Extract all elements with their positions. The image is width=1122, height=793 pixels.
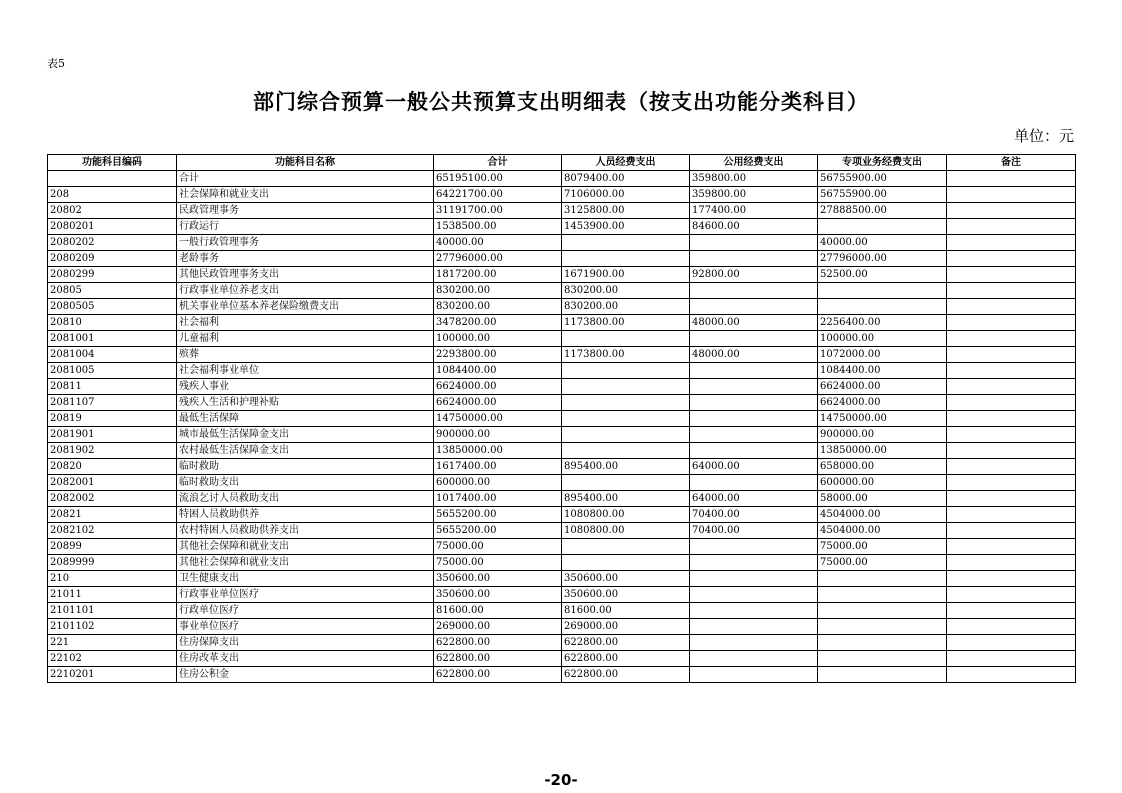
cell-name: 老龄事务 bbox=[177, 251, 434, 267]
cell-public bbox=[690, 427, 818, 443]
cell-public: 359800.00 bbox=[690, 171, 818, 187]
cell-special bbox=[818, 587, 947, 603]
table-row bbox=[48, 587, 1076, 603]
cell-public: 48000.00 bbox=[690, 347, 818, 363]
table-row bbox=[48, 331, 1076, 347]
cell-personnel: 1173800.00 bbox=[562, 347, 690, 363]
cell-name: 事业单位医疗 bbox=[177, 619, 434, 635]
cell-name: 社会福利事业单位 bbox=[177, 363, 434, 379]
cell-special bbox=[818, 635, 947, 651]
table-row bbox=[48, 267, 1076, 283]
cell-note bbox=[947, 651, 1076, 667]
cell-special: 900000.00 bbox=[818, 427, 947, 443]
cell-personnel: 1080800.00 bbox=[562, 523, 690, 539]
cell-public bbox=[690, 379, 818, 395]
cell-name: 住房公积金 bbox=[177, 667, 434, 683]
table-body bbox=[48, 171, 1076, 683]
cell-code: 2080505 bbox=[48, 299, 177, 315]
table-row bbox=[48, 603, 1076, 619]
cell-total: 27796000.00 bbox=[434, 251, 562, 267]
cell-note bbox=[947, 331, 1076, 347]
cell-public bbox=[690, 235, 818, 251]
cell-total: 3478200.00 bbox=[434, 315, 562, 331]
table-row bbox=[48, 363, 1076, 379]
cell-name: 行政单位医疗 bbox=[177, 603, 434, 619]
cell-name: 临时救助支出 bbox=[177, 475, 434, 491]
cell-name: 行政事业单位医疗 bbox=[177, 587, 434, 603]
cell-total: 830200.00 bbox=[434, 299, 562, 315]
cell-public bbox=[690, 603, 818, 619]
cell-special: 52500.00 bbox=[818, 267, 947, 283]
cell-name: 最低生活保障 bbox=[177, 411, 434, 427]
cell-note bbox=[947, 443, 1076, 459]
cell-total: 5655200.00 bbox=[434, 523, 562, 539]
cell-special: 2256400.00 bbox=[818, 315, 947, 331]
table-row bbox=[48, 235, 1076, 251]
cell-code: 2080209 bbox=[48, 251, 177, 267]
cell-total: 1817200.00 bbox=[434, 267, 562, 283]
cell-note bbox=[947, 539, 1076, 555]
cell-name: 残疾人事业 bbox=[177, 379, 434, 395]
cell-note bbox=[947, 427, 1076, 443]
table-row bbox=[48, 171, 1076, 187]
cell-code: 21011 bbox=[48, 587, 177, 603]
cell-special: 600000.00 bbox=[818, 475, 947, 491]
table-row bbox=[48, 651, 1076, 667]
cell-code: 2081005 bbox=[48, 363, 177, 379]
cell-public bbox=[690, 555, 818, 571]
cell-total: 269000.00 bbox=[434, 619, 562, 635]
cell-total: 1017400.00 bbox=[434, 491, 562, 507]
cell-personnel bbox=[562, 395, 690, 411]
table-row bbox=[48, 555, 1076, 571]
cell-personnel: 622800.00 bbox=[562, 667, 690, 683]
cell-code: 20899 bbox=[48, 539, 177, 555]
cell-total: 622800.00 bbox=[434, 635, 562, 651]
cell-code: 2081901 bbox=[48, 427, 177, 443]
cell-code: 20805 bbox=[48, 283, 177, 299]
cell-name: 农村最低生活保障金支出 bbox=[177, 443, 434, 459]
cell-note bbox=[947, 363, 1076, 379]
cell-personnel: 622800.00 bbox=[562, 635, 690, 651]
unit-label: 单位：元 bbox=[1013, 127, 1074, 145]
cell-note bbox=[947, 571, 1076, 587]
cell-special: 58000.00 bbox=[818, 491, 947, 507]
cell-total: 600000.00 bbox=[434, 475, 562, 491]
table-row bbox=[48, 283, 1076, 299]
cell-code: 2089999 bbox=[48, 555, 177, 571]
cell-code: 221 bbox=[48, 635, 177, 651]
cell-note bbox=[947, 395, 1076, 411]
cell-note bbox=[947, 171, 1076, 187]
cell-personnel bbox=[562, 331, 690, 347]
cell-special bbox=[818, 603, 947, 619]
cell-personnel bbox=[562, 379, 690, 395]
cell-public bbox=[690, 571, 818, 587]
column-header-total: 合计 bbox=[434, 155, 562, 171]
cell-public: 70400.00 bbox=[690, 523, 818, 539]
column-header-code: 功能科目编码 bbox=[48, 155, 177, 171]
cell-special bbox=[818, 571, 947, 587]
cell-public: 92800.00 bbox=[690, 267, 818, 283]
cell-code: 20821 bbox=[48, 507, 177, 523]
table-row bbox=[48, 379, 1076, 395]
cell-special: 56755900.00 bbox=[818, 171, 947, 187]
cell-special: 100000.00 bbox=[818, 331, 947, 347]
cell-code: 20819 bbox=[48, 411, 177, 427]
table-row bbox=[48, 507, 1076, 523]
cell-total: 14750000.00 bbox=[434, 411, 562, 427]
cell-special: 1084400.00 bbox=[818, 363, 947, 379]
cell-name: 儿童福利 bbox=[177, 331, 434, 347]
cell-code bbox=[48, 171, 177, 187]
cell-total: 31191700.00 bbox=[434, 203, 562, 219]
budget-table bbox=[47, 154, 1076, 683]
table-row bbox=[48, 475, 1076, 491]
cell-public bbox=[690, 635, 818, 651]
cell-personnel: 895400.00 bbox=[562, 491, 690, 507]
cell-special bbox=[818, 219, 947, 235]
cell-code: 2081902 bbox=[48, 443, 177, 459]
cell-note bbox=[947, 475, 1076, 491]
cell-total: 100000.00 bbox=[434, 331, 562, 347]
cell-total: 350600.00 bbox=[434, 587, 562, 603]
cell-name: 其他社会保障和就业支出 bbox=[177, 539, 434, 555]
cell-total: 81600.00 bbox=[434, 603, 562, 619]
table-row bbox=[48, 395, 1076, 411]
table-row bbox=[48, 635, 1076, 651]
column-header-note: 备注 bbox=[947, 155, 1076, 171]
table-row bbox=[48, 315, 1076, 331]
cell-public: 359800.00 bbox=[690, 187, 818, 203]
cell-note bbox=[947, 411, 1076, 427]
cell-note bbox=[947, 555, 1076, 571]
cell-note bbox=[947, 491, 1076, 507]
cell-special: 6624000.00 bbox=[818, 395, 947, 411]
cell-total: 6624000.00 bbox=[434, 395, 562, 411]
cell-code: 2082002 bbox=[48, 491, 177, 507]
cell-personnel: 3125800.00 bbox=[562, 203, 690, 219]
cell-total: 350600.00 bbox=[434, 571, 562, 587]
cell-name: 残疾人生活和护理补贴 bbox=[177, 395, 434, 411]
cell-public bbox=[690, 619, 818, 635]
cell-public bbox=[690, 395, 818, 411]
table-header-row bbox=[48, 155, 1076, 171]
cell-note bbox=[947, 187, 1076, 203]
cell-name: 合计 bbox=[177, 171, 434, 187]
cell-total: 1538500.00 bbox=[434, 219, 562, 235]
cell-personnel: 8079400.00 bbox=[562, 171, 690, 187]
cell-special: 27888500.00 bbox=[818, 203, 947, 219]
cell-total: 622800.00 bbox=[434, 667, 562, 683]
cell-public bbox=[690, 251, 818, 267]
cell-public bbox=[690, 443, 818, 459]
cell-code: 210 bbox=[48, 571, 177, 587]
cell-code: 2081107 bbox=[48, 395, 177, 411]
cell-public bbox=[690, 283, 818, 299]
cell-special: 14750000.00 bbox=[818, 411, 947, 427]
cell-name: 社会福利 bbox=[177, 315, 434, 331]
cell-personnel bbox=[562, 427, 690, 443]
table-row bbox=[48, 619, 1076, 635]
table-row bbox=[48, 491, 1076, 507]
table-row bbox=[48, 411, 1076, 427]
cell-total: 40000.00 bbox=[434, 235, 562, 251]
table-row bbox=[48, 523, 1076, 539]
table-row bbox=[48, 667, 1076, 683]
cell-total: 1617400.00 bbox=[434, 459, 562, 475]
cell-personnel: 269000.00 bbox=[562, 619, 690, 635]
cell-total: 2293800.00 bbox=[434, 347, 562, 363]
cell-note bbox=[947, 587, 1076, 603]
cell-code: 2080299 bbox=[48, 267, 177, 283]
cell-special: 27796000.00 bbox=[818, 251, 947, 267]
cell-total: 75000.00 bbox=[434, 555, 562, 571]
cell-special: 1072000.00 bbox=[818, 347, 947, 363]
table-row bbox=[48, 459, 1076, 475]
cell-personnel bbox=[562, 555, 690, 571]
cell-special: 658000.00 bbox=[818, 459, 947, 475]
cell-special: 4504000.00 bbox=[818, 523, 947, 539]
cell-name: 民政管理事务 bbox=[177, 203, 434, 219]
cell-special bbox=[818, 619, 947, 635]
cell-name: 其他社会保障和就业支出 bbox=[177, 555, 434, 571]
cell-public: 177400.00 bbox=[690, 203, 818, 219]
cell-public bbox=[690, 651, 818, 667]
cell-special: 40000.00 bbox=[818, 235, 947, 251]
cell-name: 机关事业单位基本养老保险缴费支出 bbox=[177, 299, 434, 315]
cell-personnel bbox=[562, 251, 690, 267]
cell-special: 4504000.00 bbox=[818, 507, 947, 523]
cell-code: 2101102 bbox=[48, 619, 177, 635]
table-row bbox=[48, 203, 1076, 219]
cell-public: 64000.00 bbox=[690, 491, 818, 507]
cell-code: 2101101 bbox=[48, 603, 177, 619]
table-row bbox=[48, 219, 1076, 235]
table-label: 表5 bbox=[47, 57, 65, 70]
cell-personnel: 1173800.00 bbox=[562, 315, 690, 331]
cell-total: 830200.00 bbox=[434, 283, 562, 299]
cell-name: 行政事业单位养老支出 bbox=[177, 283, 434, 299]
cell-personnel: 1453900.00 bbox=[562, 219, 690, 235]
cell-personnel: 622800.00 bbox=[562, 651, 690, 667]
cell-special: 13850000.00 bbox=[818, 443, 947, 459]
cell-note bbox=[947, 635, 1076, 651]
cell-note bbox=[947, 267, 1076, 283]
table-row bbox=[48, 571, 1076, 587]
column-header-name: 功能科目名称 bbox=[177, 155, 434, 171]
cell-public bbox=[690, 475, 818, 491]
cell-note bbox=[947, 507, 1076, 523]
cell-note bbox=[947, 299, 1076, 315]
cell-total: 900000.00 bbox=[434, 427, 562, 443]
cell-personnel bbox=[562, 475, 690, 491]
cell-personnel bbox=[562, 235, 690, 251]
cell-public bbox=[690, 331, 818, 347]
cell-code: 22102 bbox=[48, 651, 177, 667]
cell-code: 2081004 bbox=[48, 347, 177, 363]
table-row bbox=[48, 251, 1076, 267]
cell-special: 75000.00 bbox=[818, 539, 947, 555]
cell-name: 行政运行 bbox=[177, 219, 434, 235]
cell-special bbox=[818, 651, 947, 667]
table-row bbox=[48, 539, 1076, 555]
cell-name: 其他民政管理事务支出 bbox=[177, 267, 434, 283]
cell-total: 622800.00 bbox=[434, 651, 562, 667]
cell-note bbox=[947, 347, 1076, 363]
table-row bbox=[48, 443, 1076, 459]
cell-personnel: 81600.00 bbox=[562, 603, 690, 619]
cell-public bbox=[690, 299, 818, 315]
cell-personnel: 7106000.00 bbox=[562, 187, 690, 203]
cell-special: 56755900.00 bbox=[818, 187, 947, 203]
cell-code: 20802 bbox=[48, 203, 177, 219]
cell-personnel: 350600.00 bbox=[562, 587, 690, 603]
cell-note bbox=[947, 459, 1076, 475]
cell-public bbox=[690, 587, 818, 603]
cell-note bbox=[947, 619, 1076, 635]
cell-code: 2082001 bbox=[48, 475, 177, 491]
cell-note bbox=[947, 283, 1076, 299]
cell-public: 70400.00 bbox=[690, 507, 818, 523]
cell-note bbox=[947, 667, 1076, 683]
cell-personnel bbox=[562, 443, 690, 459]
table-row bbox=[48, 427, 1076, 443]
cell-name: 城市最低生活保障金支出 bbox=[177, 427, 434, 443]
cell-name: 特困人员救助供养 bbox=[177, 507, 434, 523]
cell-name: 农村特困人员救助供养支出 bbox=[177, 523, 434, 539]
table-row bbox=[48, 299, 1076, 315]
cell-personnel: 830200.00 bbox=[562, 299, 690, 315]
column-header-personnel: 人员经费支出 bbox=[562, 155, 690, 171]
cell-code: 20820 bbox=[48, 459, 177, 475]
cell-public: 48000.00 bbox=[690, 315, 818, 331]
cell-special: 6624000.00 bbox=[818, 379, 947, 395]
cell-name: 一般行政管理事务 bbox=[177, 235, 434, 251]
column-header-public: 公用经费支出 bbox=[690, 155, 818, 171]
cell-personnel: 350600.00 bbox=[562, 571, 690, 587]
cell-personnel bbox=[562, 411, 690, 427]
cell-name: 社会保障和就业支出 bbox=[177, 187, 434, 203]
cell-code: 2081001 bbox=[48, 331, 177, 347]
cell-note bbox=[947, 219, 1076, 235]
cell-note bbox=[947, 251, 1076, 267]
cell-total: 1084400.00 bbox=[434, 363, 562, 379]
cell-total: 65195100.00 bbox=[434, 171, 562, 187]
cell-special bbox=[818, 299, 947, 315]
cell-note bbox=[947, 603, 1076, 619]
cell-name: 流浪乞讨人员救助支出 bbox=[177, 491, 434, 507]
cell-name: 住房改革支出 bbox=[177, 651, 434, 667]
cell-public bbox=[690, 539, 818, 555]
table-row bbox=[48, 347, 1076, 363]
cell-name: 卫生健康支出 bbox=[177, 571, 434, 587]
cell-personnel bbox=[562, 363, 690, 379]
cell-personnel bbox=[562, 539, 690, 555]
cell-note bbox=[947, 315, 1076, 331]
cell-public bbox=[690, 411, 818, 427]
cell-public: 64000.00 bbox=[690, 459, 818, 475]
cell-personnel: 1671900.00 bbox=[562, 267, 690, 283]
cell-special bbox=[818, 283, 947, 299]
cell-name: 住房保障支出 bbox=[177, 635, 434, 651]
cell-public bbox=[690, 667, 818, 683]
page-number: -20- bbox=[544, 771, 578, 789]
cell-name: 殡葬 bbox=[177, 347, 434, 363]
cell-public bbox=[690, 363, 818, 379]
cell-code: 2210201 bbox=[48, 667, 177, 683]
page-title: 部门综合预算一般公共预算支出明细表（按支出功能分类科目） bbox=[253, 90, 869, 114]
cell-total: 64221700.00 bbox=[434, 187, 562, 203]
cell-code: 2080202 bbox=[48, 235, 177, 251]
cell-public: 84600.00 bbox=[690, 219, 818, 235]
cell-code: 2082102 bbox=[48, 523, 177, 539]
cell-personnel: 895400.00 bbox=[562, 459, 690, 475]
cell-total: 6624000.00 bbox=[434, 379, 562, 395]
cell-special: 75000.00 bbox=[818, 555, 947, 571]
cell-name: 临时救助 bbox=[177, 459, 434, 475]
table-row bbox=[48, 187, 1076, 203]
cell-code: 208 bbox=[48, 187, 177, 203]
cell-personnel: 1080800.00 bbox=[562, 507, 690, 523]
cell-note bbox=[947, 379, 1076, 395]
cell-code: 20810 bbox=[48, 315, 177, 331]
cell-note bbox=[947, 235, 1076, 251]
cell-total: 13850000.00 bbox=[434, 443, 562, 459]
cell-note bbox=[947, 523, 1076, 539]
cell-note bbox=[947, 203, 1076, 219]
cell-total: 75000.00 bbox=[434, 539, 562, 555]
cell-special bbox=[818, 667, 947, 683]
cell-code: 2080201 bbox=[48, 219, 177, 235]
cell-code: 20811 bbox=[48, 379, 177, 395]
cell-personnel: 830200.00 bbox=[562, 283, 690, 299]
column-header-special: 专项业务经费支出 bbox=[818, 155, 947, 171]
cell-total: 5655200.00 bbox=[434, 507, 562, 523]
